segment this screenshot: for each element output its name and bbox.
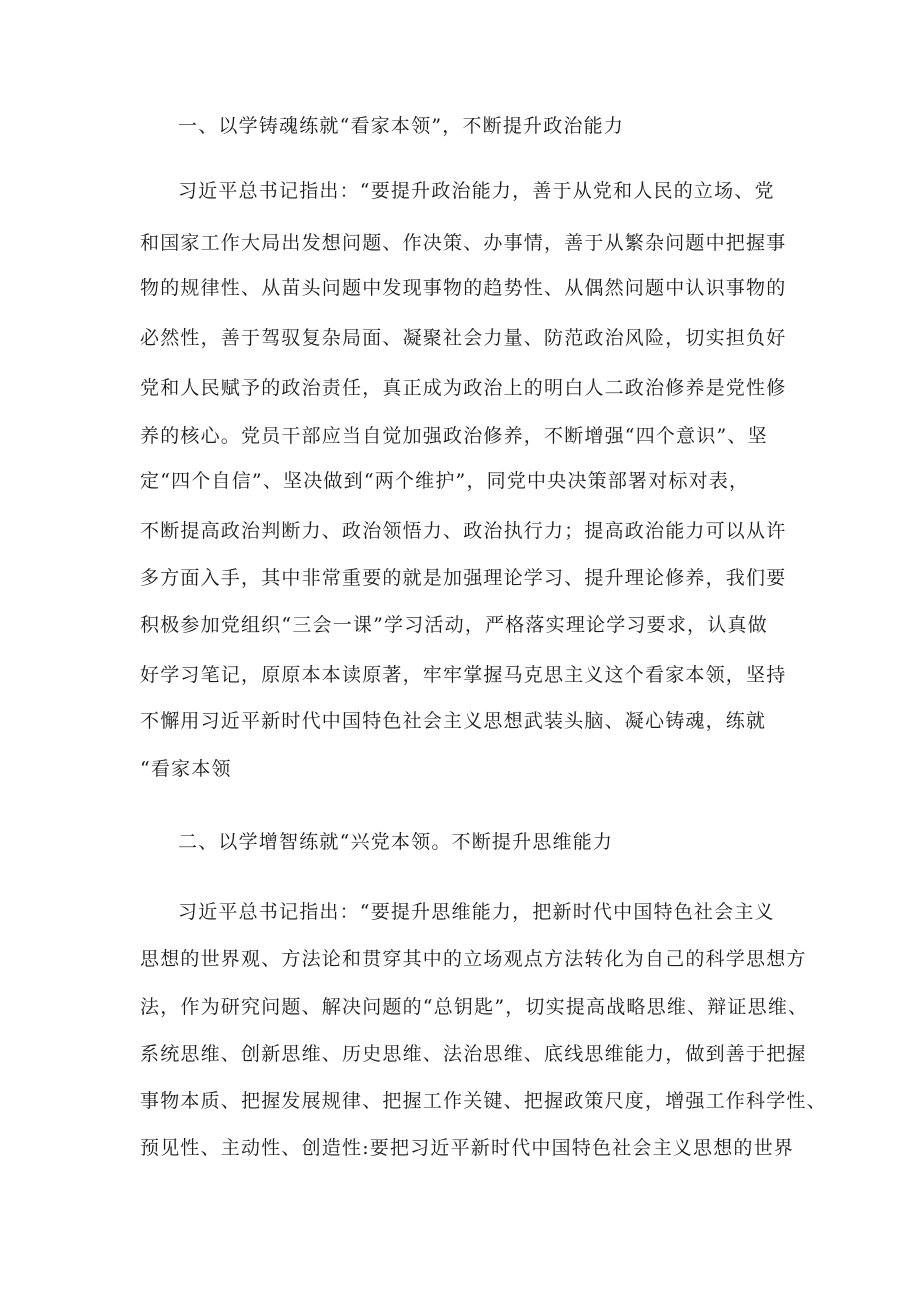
section1-line: 养的核心。党员干部应当自觉加强政治修养，不断增强“四个意识”、坚 [140,425,768,447]
section2-line: 思想的世界观、方法论和贯穿其中的立场观点方法转化为自己的科学思想方 [140,948,807,970]
section2-line: 法，作为研究问题、解决问题的“总钥匙”，切实提高战略思维、辩证思维、 [140,996,809,1018]
section1-line: 不懈用习近平新时代中国特色社会主义思想武装头脑、凝心铸魂，练就 [140,710,767,732]
section2-line: 预见性、主动性、创造性:要把习近平新时代中国特色社会主义思想的世界 [140,1137,795,1159]
section2-line: 系统思维、创新思维、历史思维、法治思维、底线思维能力，做到善于把握 [140,1043,807,1065]
section2-heading: 二、以学增智练就“兴党本领。不断提升思维能力 [178,831,614,853]
section1-heading: 一、以学铸魂练就“看家本领”，不断提升政治能力 [178,115,625,137]
section1-line: “看家本领 [140,758,232,780]
section2-line: 事物本质、把握发展规律、把握工作关键、把握政策尺度，增强工作科学性、 [140,1090,827,1112]
section1-line: 不断提高政治判断力、政治领悟力、政治执行力；提高政治能力可以从许 [140,520,787,542]
section2-line: 习近平总书记指出：“要提升思维能力，把新时代中国特色社会主义 [178,901,775,923]
section1-line: 党和人民赋予的政治责任，真正成为政治上的明白人二政治修养是党性修 [140,377,787,399]
section1-line: 和国家工作大局出发想问题、作决策、办事情，善于从繁杂问题中把握事 [140,232,787,254]
section1-line: 积极参加党组织“三会一课”学习活动，严格落实理论学习要求，认真做 [140,614,768,636]
section1-line: 定“四个自信”、坚决做到“两个维护”，同党中央决策部署对标对表， [140,470,750,492]
section1-line: 多方面入手，其中非常重要的就是加强理论学习、提升理论修养，我们要 [140,567,787,589]
section1-line: 习近平总书记指出：“要提升政治能力，善于从党和人民的立场、党 [178,180,775,202]
section1-line: 必然性，善于驾驭复杂局面、凝聚社会力量、防范政治风险，切实担负好 [140,327,787,349]
section1-line: 好学习笔记，原原本本读原著，牢牢掌握马克思主义这个看家本领，坚持 [140,664,787,686]
section1-line: 物的规律性、从苗头问题中发现事物的趋势性、从偶然问题中认识事物的 [140,277,787,299]
